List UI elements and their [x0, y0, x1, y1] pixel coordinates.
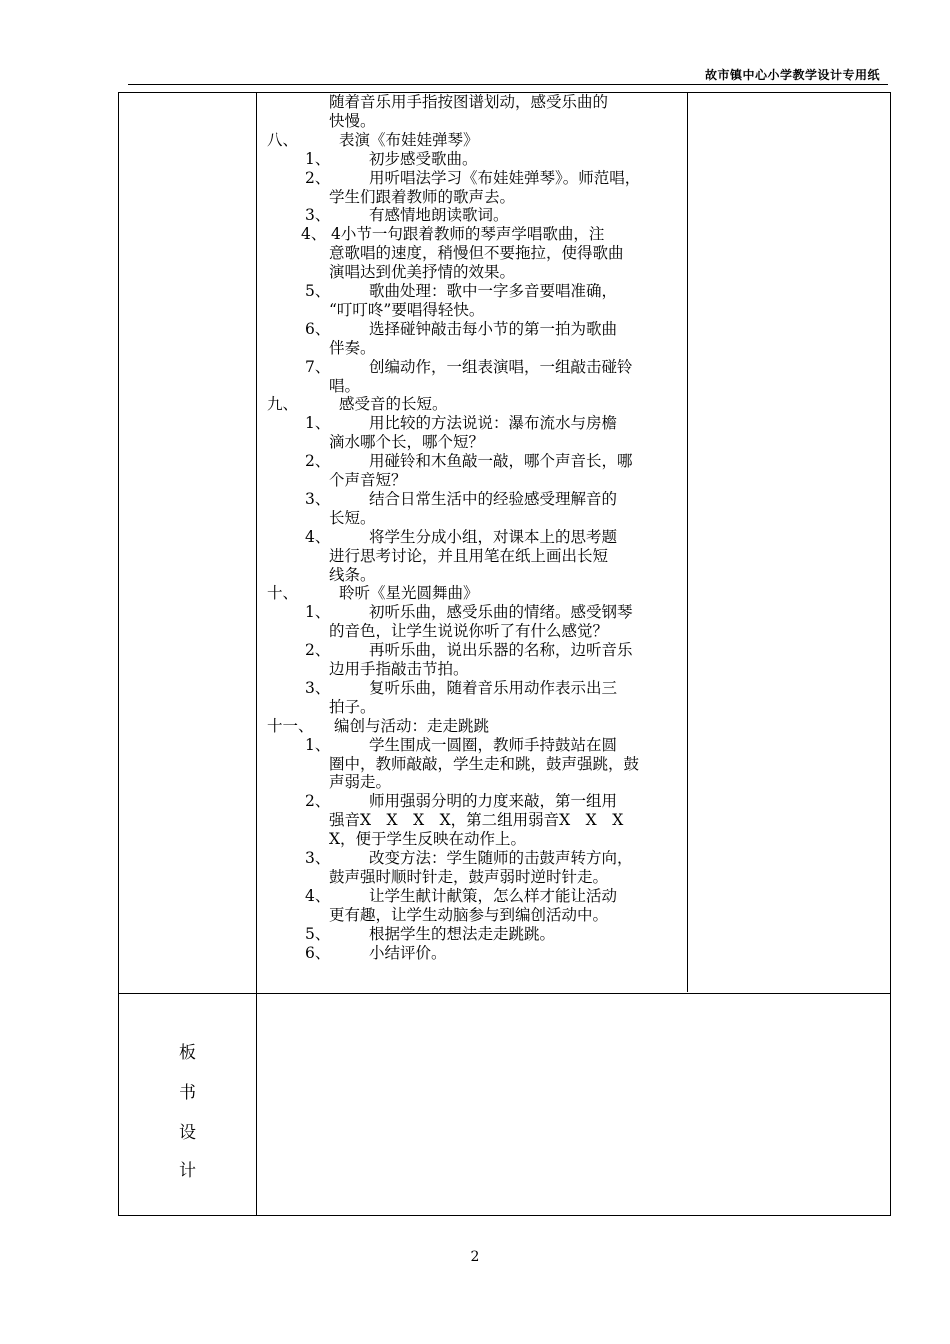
lesson-line — [259, 301, 689, 320]
item-number: 7、 — [305, 357, 331, 376]
lesson-line — [259, 584, 689, 603]
lesson-line — [259, 906, 689, 925]
line-text: 快慢。 — [329, 111, 376, 130]
item-number: 2、 — [305, 452, 331, 471]
lesson-line — [259, 868, 689, 887]
lesson-line — [259, 887, 689, 906]
lesson-line — [259, 641, 689, 660]
header-rule — [128, 84, 888, 85]
lesson-line — [259, 282, 689, 301]
lesson-line — [259, 320, 689, 339]
lesson-line — [259, 490, 689, 509]
item-number: 2、 — [305, 641, 331, 660]
item-text: 师用强弱分明的力度来敲，第一组用 — [369, 792, 618, 811]
item-number: 2、 — [305, 168, 331, 187]
board-label-char: 计 — [179, 1161, 196, 1181]
lesson-line — [259, 944, 689, 963]
lesson-line — [259, 773, 689, 792]
lesson-line — [259, 339, 689, 358]
lesson-line — [259, 452, 689, 471]
board-label-char: 书 — [179, 1083, 196, 1103]
lesson-line — [259, 395, 689, 414]
line-text: 圈中，教师敲敲，学生走和跳，鼓声强跳，鼓 — [329, 754, 640, 773]
item-number: 5、 — [305, 924, 331, 943]
item-number: 4、 — [301, 225, 327, 244]
lesson-line — [259, 717, 689, 736]
item-text: 再听乐曲，说出乐器的名称，边听音乐 — [369, 641, 633, 660]
lesson-line — [259, 509, 689, 528]
line-text: 滴水哪个长，哪个短？ — [329, 433, 485, 452]
lesson-line — [259, 471, 689, 490]
line-text: 更有趣，让学生动脑参与到编创活动中。 — [329, 905, 609, 924]
item-number: 6、 — [305, 943, 331, 962]
lesson-line — [259, 93, 689, 112]
lesson-line — [259, 263, 689, 282]
item-number: 5、 — [305, 282, 331, 300]
section-number: 九、 — [267, 395, 299, 414]
item-number: 3、 — [305, 206, 331, 225]
item-number: 4、 — [305, 886, 331, 905]
item-text: 复听乐曲，随着音乐用动作表示出三 — [369, 678, 618, 697]
table-divider-left — [256, 93, 257, 1215]
lesson-line — [259, 377, 689, 396]
item-text: 学生围成一圆圈，教师手持鼓站在圆 — [369, 735, 618, 754]
line-text: 强音X X X X，第二组用弱音X X X — [329, 811, 624, 830]
lesson-line — [259, 112, 689, 131]
item-text: 歌曲处理：歌中一字多音要唱准确， — [369, 282, 618, 300]
line-text: 声弱走。 — [329, 773, 392, 792]
item-number: 3、 — [305, 678, 331, 697]
board-label-char: 设 — [179, 1123, 196, 1143]
line-text: 边用手指敲击节拍。 — [329, 660, 469, 678]
line-text: 长短。 — [329, 508, 376, 527]
section-title: 感受音的长短。 — [339, 395, 448, 414]
line-text: “叮叮咚”要唱得轻快。 — [329, 300, 485, 319]
lesson-line — [259, 433, 689, 452]
lesson-line — [259, 679, 689, 698]
item-text: 结合日常生活中的经验感受理解音的 — [369, 489, 618, 508]
lesson-line — [259, 169, 689, 188]
item-text: 根据学生的想法走走跳跳。 — [369, 924, 556, 943]
lesson-line — [259, 528, 689, 547]
table-row-divider — [119, 993, 890, 994]
lesson-line — [259, 698, 689, 717]
item-number: 1、 — [305, 603, 331, 622]
section-title: 聆听《星光圆舞曲》 — [339, 584, 479, 603]
item-number: 4、 — [305, 527, 331, 546]
line-text: 线条。 — [329, 565, 376, 584]
lesson-line — [259, 622, 689, 641]
lesson-line — [259, 925, 689, 944]
lesson-line — [259, 792, 689, 811]
item-text: 选择碰钟敲击每小节的第一拍为歌曲 — [369, 319, 618, 338]
lesson-line — [259, 755, 689, 774]
section-number: 十一、 — [267, 716, 314, 735]
item-number: 2、 — [305, 792, 331, 811]
item-number: 1、 — [305, 149, 331, 168]
line-text: 拍子。 — [329, 697, 376, 716]
line-text: 伴奏。 — [329, 338, 376, 357]
lesson-line — [259, 830, 689, 849]
section-title: 表演《布娃娃弹琴》 — [339, 130, 479, 149]
line-text: 演唱达到优美抒情的效果。 — [329, 263, 516, 282]
line-text: 唱。 — [329, 376, 361, 395]
item-text: 用碰铃和木鱼敲一敲，哪个声音长，哪 — [369, 452, 633, 471]
item-text: 小结评价。 — [369, 943, 447, 962]
line-text: 学生们跟着教师的歌声去。 — [329, 187, 516, 206]
item-text: 用听唱法学习《布娃娃弹琴》。师范唱， — [369, 168, 641, 187]
lesson-line — [259, 244, 689, 263]
lesson-line — [259, 603, 689, 622]
lesson-line — [259, 131, 689, 150]
lesson-line — [259, 660, 689, 679]
item-number: 1、 — [305, 735, 331, 754]
item-text: 用比较的方法说说：瀑布流水与房檐 — [369, 414, 618, 433]
line-text: 随着音乐用手指按图谱划动，感受乐曲的 — [329, 93, 609, 111]
lesson-table — [118, 92, 891, 1216]
lesson-line — [259, 811, 689, 830]
section-number: 八、 — [267, 130, 299, 149]
lesson-line — [259, 736, 689, 755]
lesson-line — [259, 547, 689, 566]
line-text: 意歌唱的速度，稍慢但不要拖拉，使得歌曲 — [329, 244, 624, 263]
lesson-line — [259, 188, 689, 207]
lesson-line — [259, 414, 689, 433]
item-text: 初听乐曲，感受乐曲的情绪。感受钢琴 — [369, 603, 633, 622]
board-label-char: 板 — [179, 1043, 196, 1063]
line-text: 个声音短？ — [329, 471, 407, 489]
page-number: 2 — [470, 1249, 480, 1265]
lesson-line — [259, 566, 689, 585]
section-title: 编创与活动：走走跳跳 — [334, 716, 490, 735]
lesson-line — [259, 849, 689, 868]
line-text: 进行思考讨论，并且用笔在纸上画出长短 — [329, 546, 609, 565]
item-text: 创编动作，一组表演唱，一组敲击碰铃 — [369, 357, 633, 376]
lesson-line — [259, 150, 689, 169]
line-text: 的音色，让学生说说你听了有什么感觉？ — [329, 622, 609, 641]
item-text: 初步感受歌曲。 — [369, 149, 478, 168]
item-text: 4小节一句跟着教师的琴声学唱歌曲，注 — [331, 225, 605, 244]
item-text: 让学生献计献策，怎么样才能让活动 — [369, 886, 618, 905]
lesson-line — [259, 206, 689, 225]
item-text: 将学生分成小组，对课本上的思考题 — [369, 527, 618, 546]
item-number: 1、 — [305, 414, 331, 433]
line-text: X，便于学生反映在动作上。 — [329, 830, 527, 849]
item-text: 改变方法：学生随师的击鼓声转方向， — [369, 849, 633, 867]
item-number: 3、 — [305, 849, 331, 867]
item-text: 有感情地朗读歌词。 — [369, 206, 509, 225]
lesson-line — [259, 358, 689, 377]
paper-header: 故市镇中心小学教学设计专用纸 — [704, 68, 880, 82]
section-number: 十、 — [267, 584, 299, 603]
line-text: 鼓声强时顺时针走，鼓声弱时逆时针走。 — [329, 867, 609, 886]
item-number: 6、 — [305, 319, 331, 338]
item-number: 3、 — [305, 489, 331, 508]
lesson-line — [259, 225, 689, 244]
